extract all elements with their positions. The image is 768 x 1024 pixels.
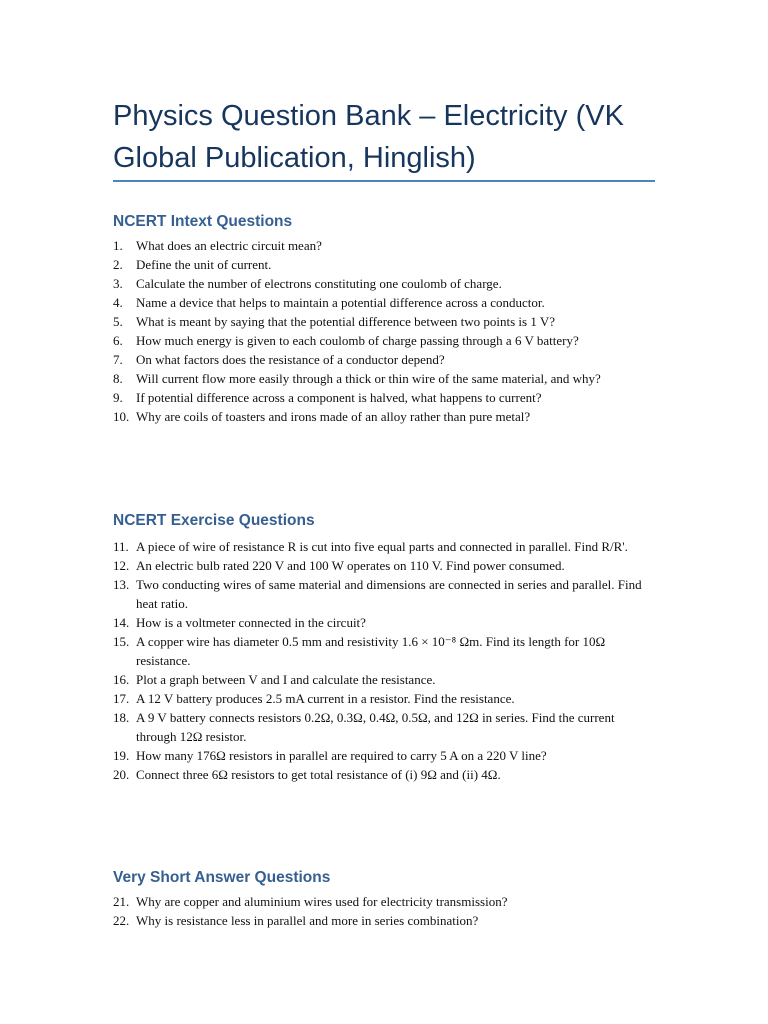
question-number: 18. [113,710,130,725]
question-text: Why are coils of toasters and irons made of an alloy rather than pure metal? [136,409,531,424]
question-text: Will current flow more easily through a thick or thin wire of the same material, and why? [136,371,601,386]
question-text: How many 176Ω resistors in parallel are required to carry 5 A on a 220 V line? [136,748,547,763]
question-item [113,331,655,350]
question-item [113,765,655,784]
question-text: If potential difference across a component is halved, what happens to current? [136,390,542,405]
question-item [113,537,655,556]
question-number: 8. [113,371,123,386]
question-item [113,708,655,746]
document-title: Physics Question Bank – Electricity (VK Global Publication, Hinglish) [113,100,624,174]
question-item [113,556,655,575]
section-heading-ncert-exercise: NCERT Exercise Questions [113,512,315,529]
question-text: Name a device that helps to maintain a potential difference across a conductor. [136,295,545,310]
question-number: 17. [113,691,130,706]
section-heading-ncert-intext: NCERT Intext Questions [113,213,293,230]
question-item [113,255,655,274]
question-list-ncert-exercise [113,537,655,784]
question-item [113,312,655,331]
question-text: A 9 V battery connects resistors 0.2Ω, 0.3Ω, 0.4Ω, 0.5Ω, and 12Ω in series. Find the current through 12Ω resistor. [136,710,615,744]
question-number: 4. [113,295,123,310]
question-text: Why is resistance less in parallel and more in series combination? [136,913,479,928]
question-item [113,350,655,369]
question-number: 20. [113,767,130,782]
question-item [113,911,655,930]
question-number: 6. [113,333,123,348]
question-number: 13. [113,577,130,592]
question-item [113,892,655,911]
question-text: How much energy is given to each coulomb of charge passing through a 6 V battery? [136,333,579,348]
question-number: 21. [113,894,130,909]
question-text: An electric bulb rated 220 V and 100 W operates on 110 V. Find power consumed. [136,558,565,573]
question-item [113,632,655,670]
question-item [113,670,655,689]
question-item [113,613,655,632]
question-item [113,293,655,312]
question-number: 2. [113,257,123,272]
question-item [113,407,655,426]
question-number: 15. [113,634,130,649]
question-number: 7. [113,352,123,367]
question-item [113,689,655,708]
question-item [113,236,655,255]
question-text: What does an electric circuit mean? [136,238,322,253]
question-text: Plot a graph between V and I and calculate the resistance. [136,672,436,687]
question-list-ncert-intext [113,236,655,426]
question-text: What is meant by saying that the potential difference between two points is 1 V? [136,314,556,329]
question-number: 9. [113,390,123,405]
question-number: 10. [113,409,130,424]
question-number: 22. [113,913,130,928]
question-text: Calculate the number of electrons constituting one coulomb of charge. [136,276,502,291]
question-number: 1. [113,238,123,253]
question-text: A piece of wire of resistance R is cut into five equal parts and connected in parallel. Find R/R'. [136,539,628,554]
question-text: Two conducting wires of same material and dimensions are connected in series and parallel. Find heat ratio. [136,577,642,611]
section-heading-very-short-answer: Very Short Answer Questions [113,869,331,886]
question-number: 11. [113,539,129,554]
question-item [113,274,655,293]
question-text: Define the unit of current. [136,257,272,272]
question-number: 14. [113,615,130,630]
question-text: Connect three 6Ω resistors to get total resistance of (i) 9Ω and (ii) 4Ω. [136,767,501,782]
question-number: 12. [113,558,130,573]
question-item [113,388,655,407]
question-text: A copper wire has diameter 0.5 mm and resistivity 1.6 × 10⁻⁸ Ωm. Find its length for 10Ω resistance. [136,634,606,668]
question-text: How is a voltmeter connected in the circuit? [136,615,366,630]
question-number: 5. [113,314,123,329]
question-list-very-short-answer [113,892,655,930]
question-text: Why are copper and aluminium wires used for electricity transmission? [136,894,508,909]
question-item [113,746,655,765]
question-text: A 12 V battery produces 2.5 mA current in a resistor. Find the resistance. [136,691,515,706]
question-number: 16. [113,672,130,687]
question-text: On what factors does the resistance of a conductor depend? [136,352,445,367]
question-number: 19. [113,748,130,763]
question-item [113,575,655,613]
question-item [113,369,655,388]
title-underline [113,180,655,182]
question-number: 3. [113,276,123,291]
